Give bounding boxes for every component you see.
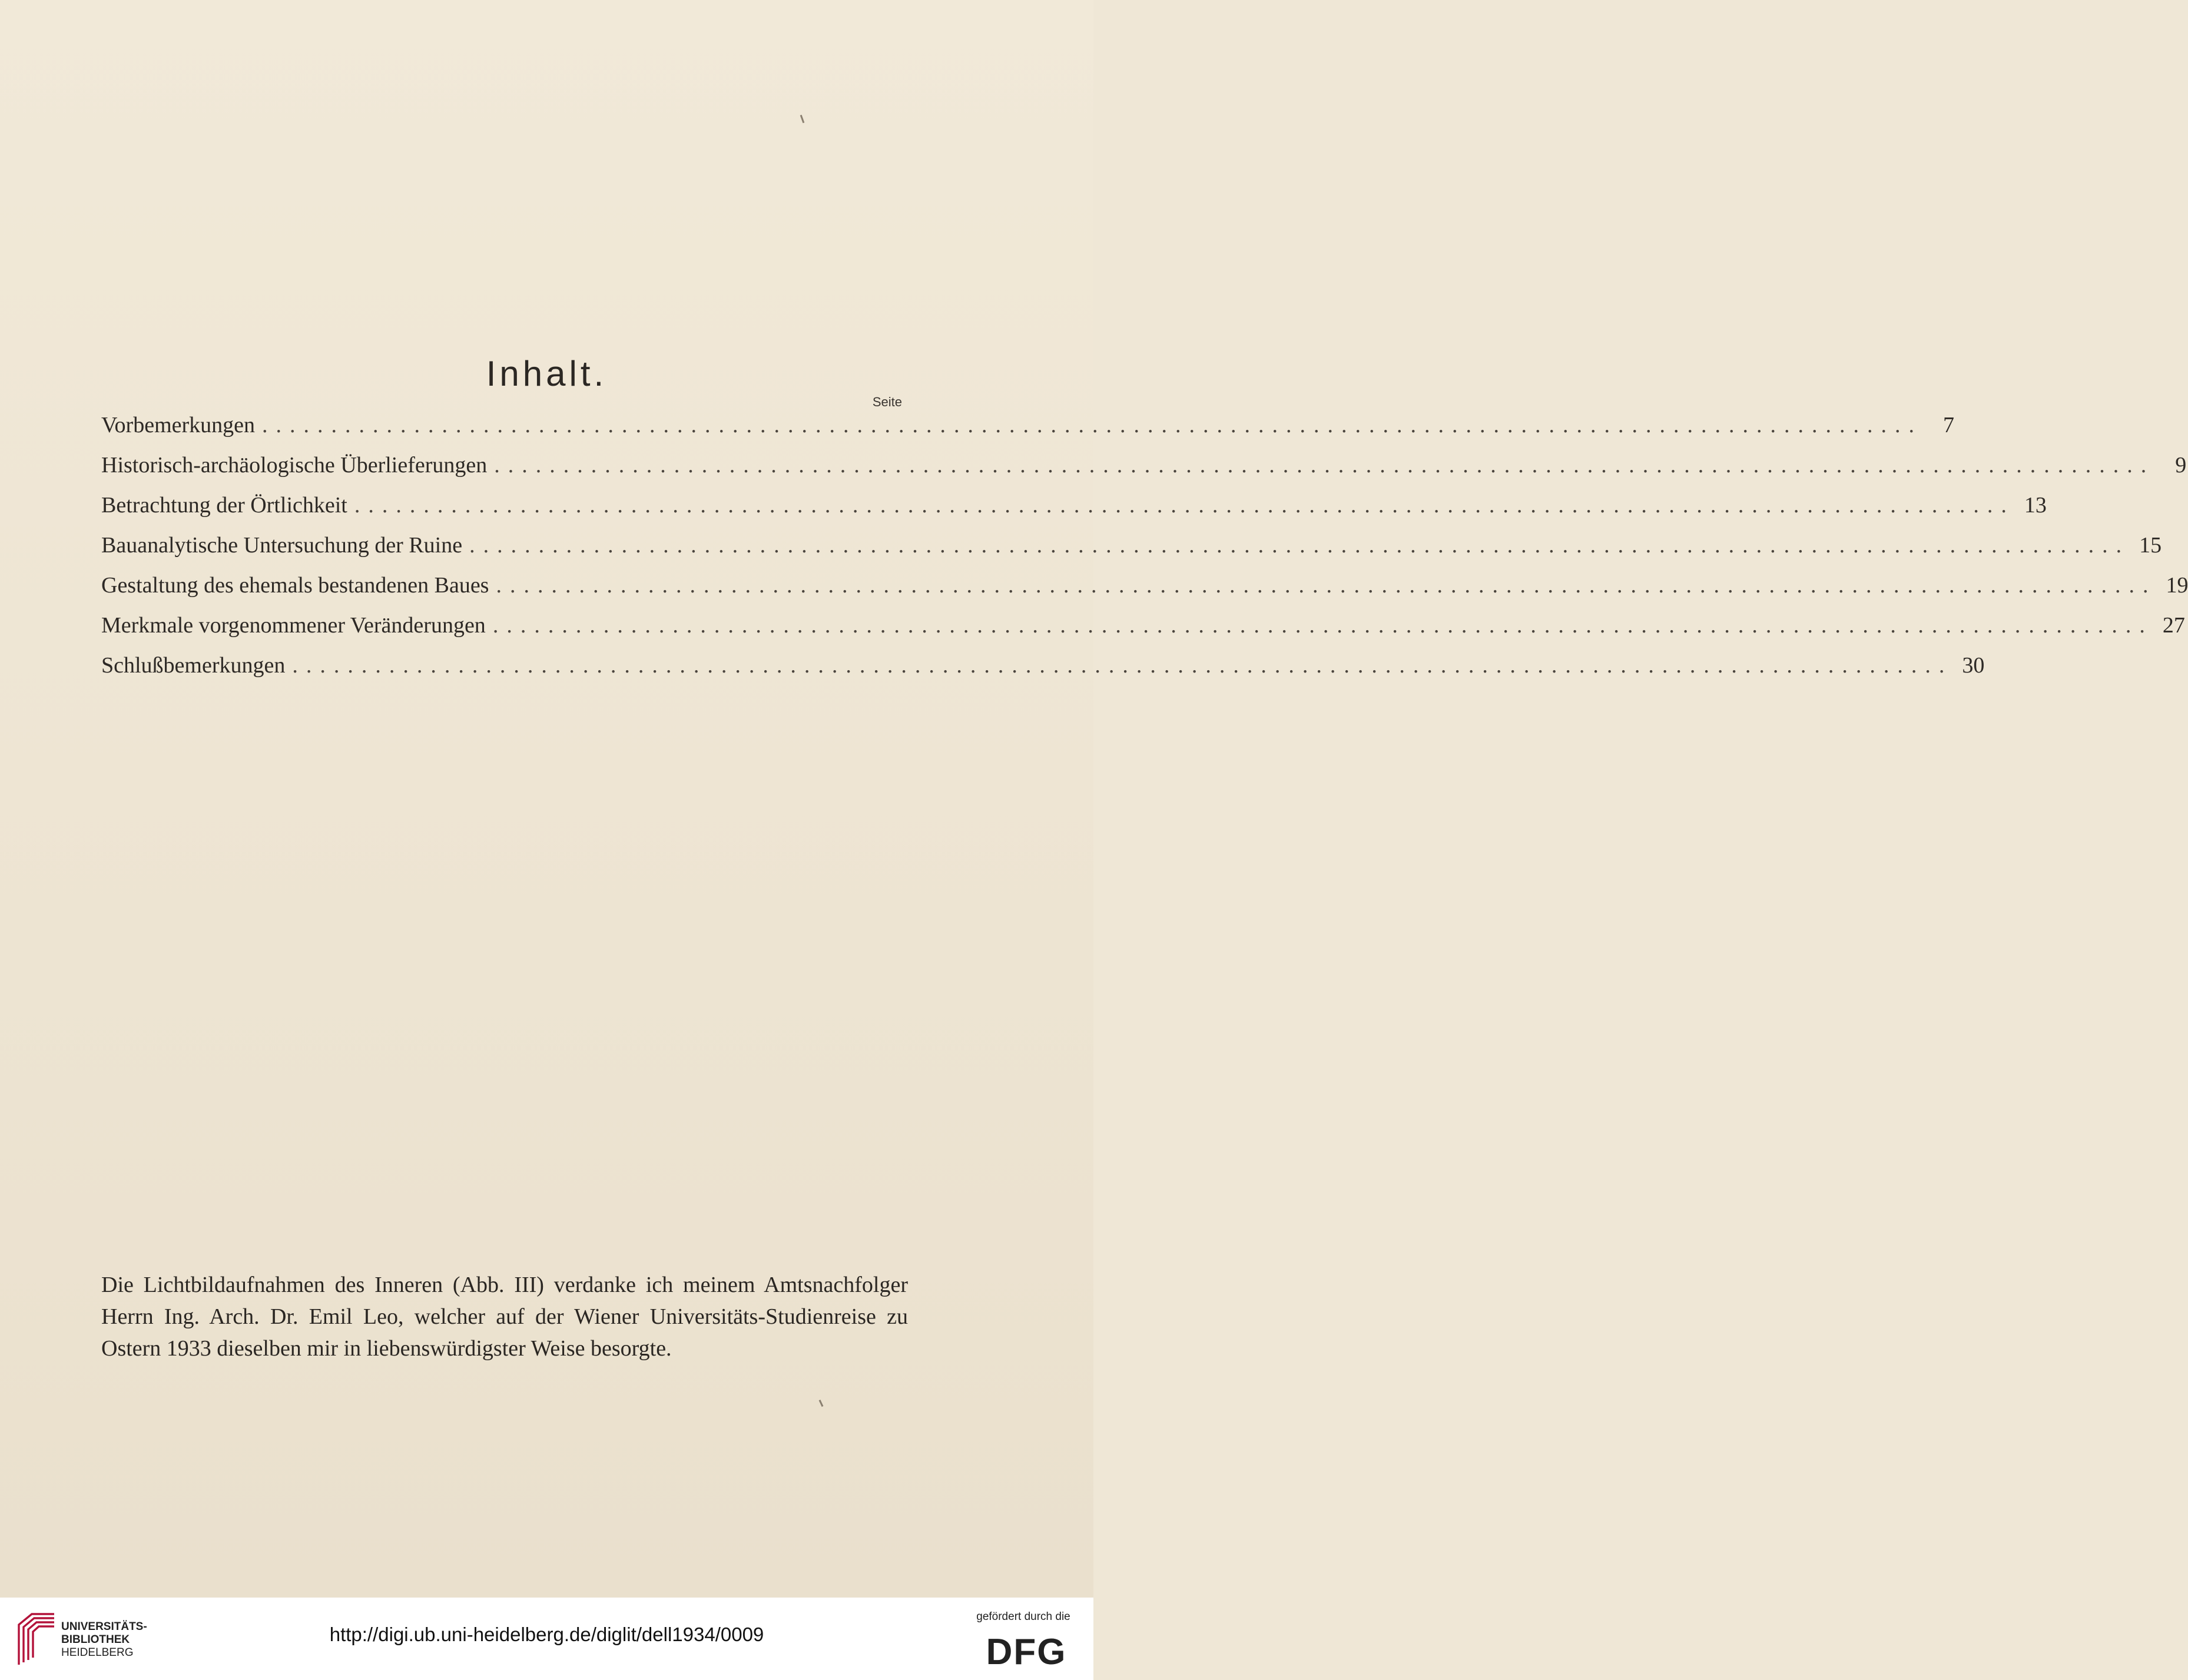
permalink-url[interactable]: http://digi.ub.uni-heidelberg.de/diglit/dell1934/0009 (329, 1623, 764, 1645)
library-name[interactable] (61, 1621, 147, 1659)
library-name-line2: BIBLIOTHEK (61, 1633, 130, 1646)
toc-entry-page: 15 (2139, 533, 2162, 558)
toc-leader-dots: ........................................................................................................................ (292, 653, 1953, 678)
toc-leader-dots: ........................................................................................................................ (262, 413, 1923, 438)
paper-speck (819, 1400, 824, 1407)
funded-by-caption: gefördert durch die (976, 1611, 1070, 1623)
toc-entry-label: Historisch-archäologische Überlieferungen (101, 453, 488, 478)
toc-entry (101, 412, 1955, 452)
paper-speck (800, 115, 805, 123)
toc-leader-dots: ........................................................................................................................ (496, 573, 2157, 598)
toc-leader-dots: ........................................................................................................................ (469, 533, 2130, 558)
toc-entry-label: Merkmale vorgenommener Veränderungen (101, 613, 486, 638)
toc-entry-label: Bauanalytische Untersuchung der Ruine (101, 533, 463, 558)
toc-leader-dots: ........................................................................................................................ (354, 493, 2015, 518)
column-header-seite: Seite (872, 395, 902, 409)
toc-entry-page: 9 (2175, 453, 2187, 478)
dfg-logo[interactable]: DFG (986, 1632, 1067, 1672)
library-name-line3: HEIDELBERG (61, 1646, 134, 1659)
library-name-line1: UNIVERSITÄTS- (61, 1621, 147, 1633)
toc-entry (101, 452, 2187, 492)
toc-entry-page: 13 (2024, 493, 2047, 518)
toc-leader-dots: ........................................................................................................................ (492, 613, 2153, 638)
toc-entry-page: 30 (1962, 653, 1985, 678)
toc-entry-page: 19 (2166, 573, 2188, 598)
toc-entry-label: Gestaltung des ehemals bestandenen Baues (101, 573, 489, 598)
toc-entry-page: 27 (2162, 613, 2185, 638)
toc-entry-page: 7 (1943, 413, 1955, 438)
ub-heidelberg-logo-icon[interactable] (14, 1611, 58, 1667)
toc-entry (101, 492, 2047, 532)
toc-entry (101, 612, 2185, 652)
toc-entry (101, 652, 1985, 692)
toc-entry-label: Schlußbemerkungen (101, 653, 286, 678)
acknowledgement-note: Die Lichtbildaufnahmen des Inneren (Abb. III) verdanke ich meinem Amtsnachfolger Herrn Ing. Arch. Dr. Emil Leo, welcher auf der Wiener Universitäts-Studienreise zu Ostern 1933 dieselben mir in liebenswürdigster Weise besorgte. (101, 1273, 908, 1361)
toc-entry (101, 572, 2188, 612)
toc-entry-label: Vorbemerkungen (101, 413, 256, 438)
toc-entry (101, 532, 2162, 572)
toc-entry-label: Betrachtung der Örtlichkeit (101, 493, 347, 518)
page-title: Inhalt. (486, 354, 608, 393)
table-of-contents (101, 412, 2188, 692)
toc-leader-dots: ........................................................................................................................ (494, 453, 2155, 478)
